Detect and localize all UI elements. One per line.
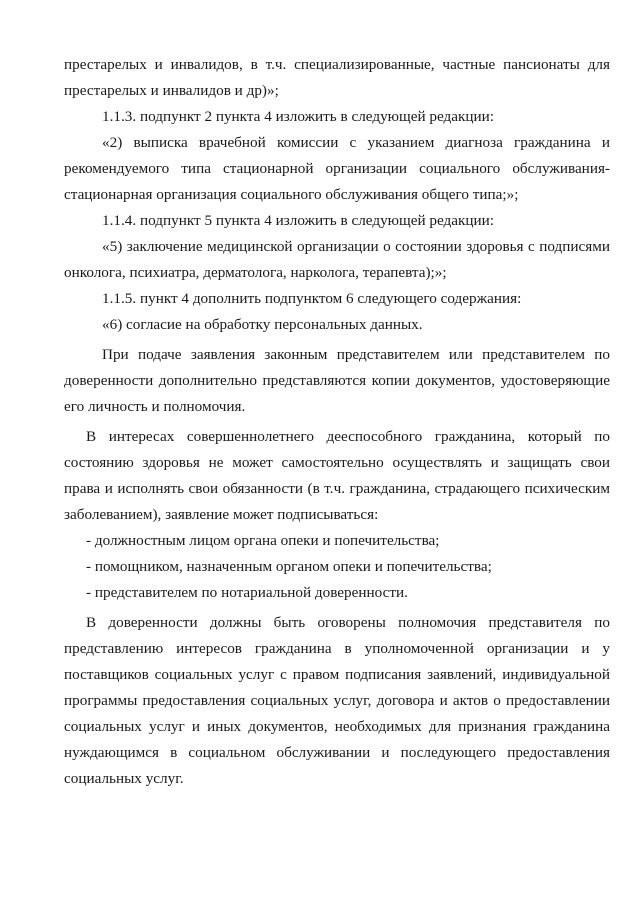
paragraph-item-2: «2) выписка врачебной комиссии с указанием диагноза гражданина и рекомендуемого типа стационарной организации социального обслуживания-стационарная организация социального обслуживания общего типа;»; [64, 134, 610, 203]
list-item-guardianship-official: - должностным лицом органа опеки и попечительства; [86, 532, 440, 549]
paragraph-1-1-3: 1.1.3. подпункт 2 пункта 4 изложить в следующей редакции: [102, 108, 494, 125]
paragraph-continuation: престарелых и инвалидов, в т.ч. специализированные, частные пансионаты для престарелых и инвалидов и др)»; [64, 56, 610, 99]
paragraph-item-5: «5) заключение медицинской организации о состоянии здоровья с подписями онколога, психиатра, дерматолога, нарколога, терапевта);»; [64, 238, 610, 281]
paragraph-1-1-4: 1.1.4. подпункт 5 пункта 4 изложить в следующей редакции: [102, 212, 494, 229]
paragraph-representative: При подаче заявления законным представителем или представителем по доверенности дополнительно представляются копии документов, удостоверяющие его личность и полномочия. [64, 346, 610, 415]
paragraph-item-6: «6) согласие на обработку персональных данных. [102, 316, 423, 333]
paragraph-power-of-attorney: В доверенности должны быть оговорены полномочия представителя по представлению интересов гражданина в уполномоченной организации и у поставщиков социальных услуг с правом подписания заявлений, индивидуальной программы предоставления социальных услуг, договора и актов о предоставлении социальных услуг и иных документов, необходимых для признания гражданина нуждающимся в социальном обслуживании и последующего предоставления социальных услуг. [64, 614, 610, 787]
document-page [64, 52, 610, 792]
list-item-assistant: - помощником, назначенным органом опеки и попечительства; [86, 558, 492, 575]
list-item-notary: - представителем по нотариальной доверенности. [86, 584, 408, 601]
paragraph-interests: В интересах совершеннолетнего дееспособного гражданина, который по состоянию здоровья не может самостоятельно осуществлять и защищать свои права и исполнять свои обязанности (в т.ч. гражданина, страдающего психическим заболеванием), заявление может подписываться: [64, 428, 610, 523]
paragraph-1-1-5: 1.1.5. пункт 4 дополнить подпунктом 6 следующего содержания: [102, 290, 522, 307]
